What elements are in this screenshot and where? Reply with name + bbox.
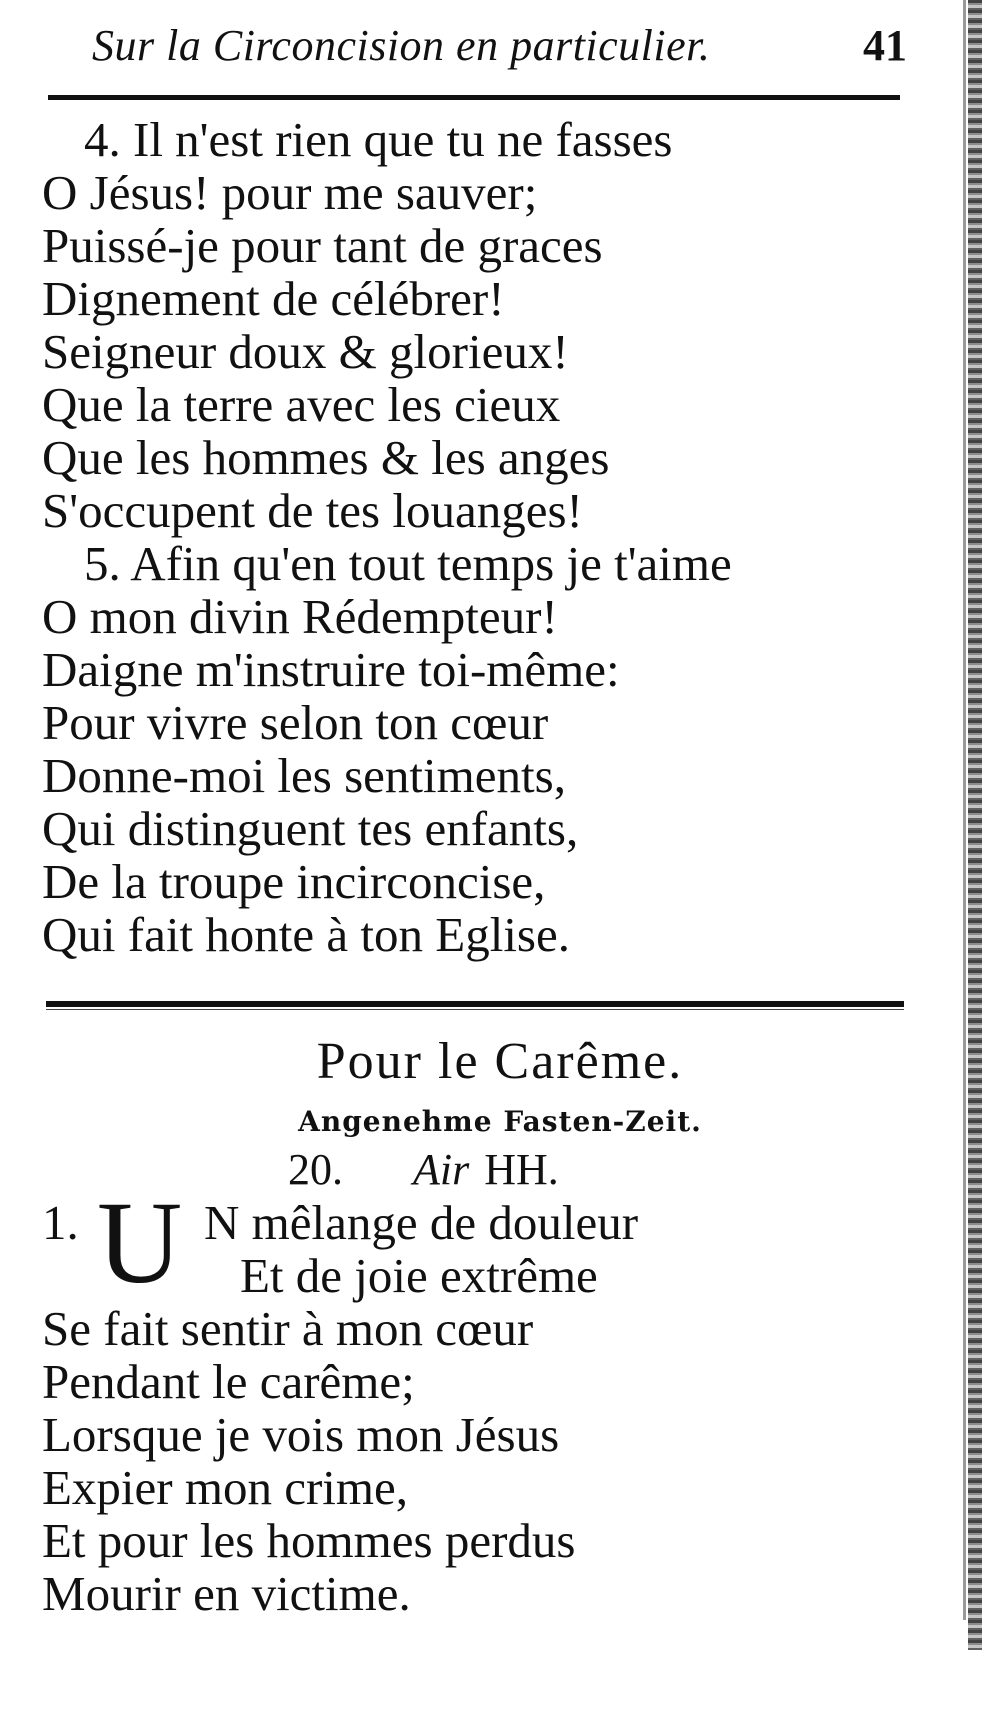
verse-line: Seigneur doux & glorieux! [42,324,569,379]
verse-line: Que la terre avec les cieux [42,377,561,432]
section-title: Pour le Carême. [316,1033,684,1090]
verse-line: O mon divin Rédempteur! [42,589,558,644]
verse-line: Qui distinguent tes enfants, [42,801,579,856]
verse-line: De la troupe incirconcise, [42,854,546,909]
verse-line: O Jésus! pour me sauver; [42,165,538,220]
header-rule [48,95,900,100]
hymn-stanza-1 [42,1302,902,1620]
verse-line: 5. Afin qu'en tout temps je t'aime [84,536,732,591]
air-label: Air [413,1145,470,1194]
opening-lines [204,1196,638,1302]
verse-line: Expier mon crime, [42,1460,409,1515]
verse-line: Que les hommes & les anges [42,430,610,485]
section-rule [46,1001,904,1007]
verse-line: N mêlange de douleur [204,1195,639,1250]
hymn-number: 20. [288,1145,343,1194]
verse-line: Pendant le carême; [42,1354,415,1409]
air-name: HH. [484,1145,559,1194]
german-title: Angenehme Fasten-Zeit. [298,1105,702,1138]
verse-line: Lorsque je vois mon Jésus [42,1407,560,1462]
verse-line: Dignement de célébrer! [42,271,505,326]
verse-line: Puissé-je pour tant de graces [42,218,603,273]
verse-line: Donne-moi les sentiments, [42,748,566,803]
verse-line: Daigne m'instruire toi-même: [42,642,620,697]
page-header [92,20,907,71]
verse-line: Mourir en victime. [42,1566,411,1621]
stanza-number: 1. [42,1195,79,1250]
verse-line: Qui fait honte à ton Eglise. [42,907,570,962]
verse-line: Se fait sentir à mon cœur [42,1301,534,1356]
drop-cap: U [97,1177,183,1308]
verse-line: Pour vivre selon ton cœur [42,695,549,750]
verse-line: 4. Il n'est rien que tu ne fasses [84,112,673,167]
page-edge-shadow [968,0,982,1650]
verse-line: Et de joie extrême [240,1248,598,1303]
stanzas-4-5 [42,113,902,961]
verse-line: S'occupent de tes louanges! [42,483,583,538]
running-title: Sur la Circoncision en particulier. [92,21,711,70]
page-edge-line [963,0,966,1620]
section-rule-thin [46,1009,904,1010]
verse-line: Et pour les hommes perdus [42,1513,576,1568]
hymn-header [288,1144,559,1195]
page-number: 41 [863,21,907,70]
